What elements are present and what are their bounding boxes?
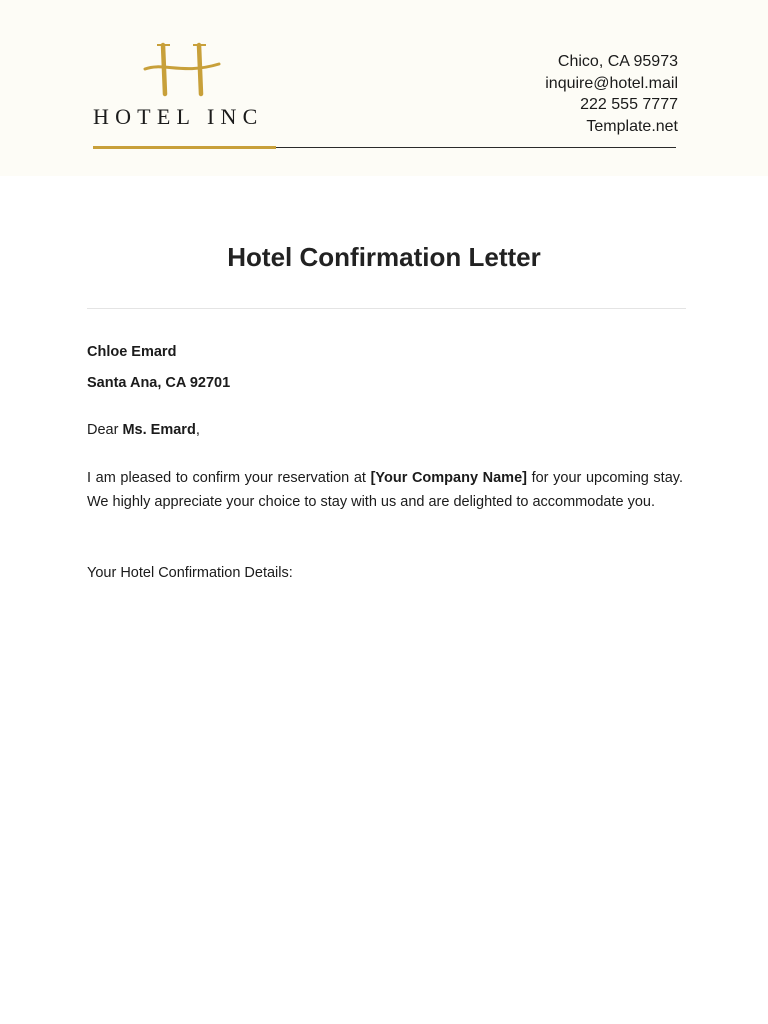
details-heading: Your Hotel Confirmation Details: <box>87 565 293 581</box>
recipient-location: Santa Ana, CA 92701 <box>87 375 231 391</box>
paragraph-rest: for your upcoming stay. We highly appreciate your choice to stay with us and are delighted to accommodate you. <box>87 470 683 510</box>
salutation-suffix: , <box>195 422 200 438</box>
contact-phone: 222 555 7777 <box>580 96 678 113</box>
header-accent-bar <box>93 146 276 149</box>
recipient-name: Chloe Emard <box>87 344 177 360</box>
contact-block <box>545 51 678 137</box>
hotel-logo-icon <box>143 42 221 98</box>
contact-email[interactable]: inquire@hotel.mail <box>545 74 678 92</box>
hotel-name: HOTEL INC <box>93 104 264 129</box>
paragraph-intro: I am pleased to confirm your reservation at <box>87 470 371 486</box>
confirmation-paragraph <box>87 466 683 514</box>
company-name-placeholder: [Your Company Name] <box>370 470 527 486</box>
document-title: Hotel Confirmation Letter <box>227 242 541 272</box>
contact-address: Chico, CA 95973 <box>557 53 678 70</box>
letterhead <box>0 0 768 176</box>
salutation-name: Ms. Emard <box>122 422 196 438</box>
salutation <box>87 418 683 442</box>
salutation-prefix: Dear <box>87 422 123 438</box>
contact-website[interactable]: Template.net <box>586 117 678 135</box>
title-divider <box>87 308 686 309</box>
